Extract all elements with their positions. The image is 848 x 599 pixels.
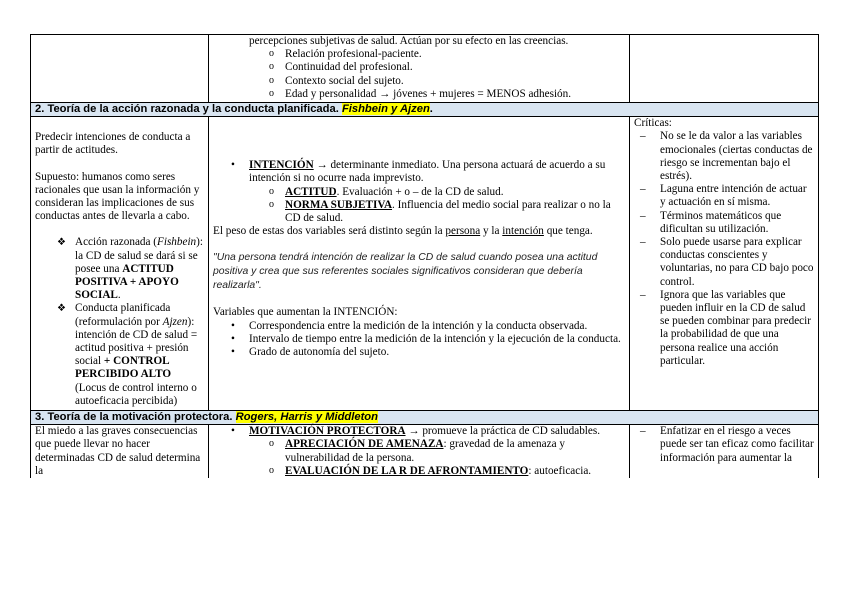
diamond-bullet-icon: ❖	[57, 303, 66, 315]
section2-left-cell	[31, 117, 209, 411]
list-item: o APRECIACIÓN DE AMENAZA: gravedad de la amenaza y vulnerabilidad de la persona.	[269, 438, 565, 464]
list-item: o Continuidad del profesional.	[269, 61, 413, 74]
circle-bullet-icon: o	[269, 438, 274, 450]
list-item: • Intervalo de tiempo entre la medición de la intención y la ejecución de la conducta.	[231, 332, 621, 345]
list-item: – Enfatizar en el riesgo a veces puede ser tan eficaz como facilitar información para aumentar la	[640, 425, 814, 464]
top-factor-list	[213, 48, 625, 101]
list-item: • MOTIVACIÓN PROTECTORA → promueve la práctica de CD saludables.	[231, 425, 601, 438]
dash-bullet-icon: –	[640, 130, 646, 143]
variables-list	[213, 320, 625, 360]
list-item: o EVALUACIÓN DE LA R DE AFRONTAMIENTO: autoeficacia.	[269, 464, 592, 477]
list-item: – Laguna entre intención de actuar y actuación en sí misma.	[640, 183, 807, 209]
bullet-icon: •	[231, 425, 235, 438]
dash-bullet-icon: –	[640, 288, 646, 301]
section-header	[31, 411, 819, 425]
intention-components	[213, 186, 625, 226]
variables-weight: El peso de estas dos variables será distinto según la persona y la intención que tenga.	[213, 225, 593, 238]
top-left-cell	[31, 35, 209, 103]
top-intro-line: percepciones subjetivas de salud. Actúan por su efecto en las creencias.	[249, 35, 569, 47]
circle-bullet-icon: o	[269, 185, 274, 197]
list-item: – Solo puede usarse para explicar conductas conscientes y voluntarias, no para CD bajo poco control.	[640, 236, 814, 288]
circle-bullet-icon: o	[269, 87, 274, 99]
list-item: – No se le da valor a las variables emocionales (ciertas conductas de riesgo se incrementan bajo el estrés).	[640, 130, 813, 183]
bullet-icon: •	[231, 159, 235, 172]
variables-title: Variables que aumentan la INTENCIÓN:	[213, 306, 398, 319]
section-header	[31, 103, 819, 117]
section3-middle-cell	[209, 425, 630, 478]
top-right-cell	[630, 35, 819, 103]
list-item: ❖ Conducta planificada (reformulación por Ajzen): intención de CD de salud = actitud positiva + presión social + CONTROL PERCIBIDO ALTO (Locus de control interno o autoeficacia percibida)	[57, 302, 198, 407]
bullet-icon: •	[231, 319, 235, 332]
dash-bullet-icon: –	[640, 183, 646, 196]
top-middle-cell	[209, 35, 630, 103]
circle-bullet-icon: o	[269, 48, 274, 60]
list-item: o Edad y personalidad → jóvenes + mujeres = MENOS adhesión.	[269, 87, 572, 100]
protective-motivation-list	[213, 425, 625, 438]
table-row	[31, 425, 819, 478]
section2-purpose: Predecir intenciones de conducta a partir de actitudes.	[35, 131, 191, 157]
list-item: o NORMA SUBJETIVA. Influencia del medio social para realizar o no la CD de salud.	[269, 198, 611, 225]
section2-right-cell	[630, 117, 819, 411]
dash-bullet-icon: –	[640, 236, 646, 249]
list-item: o ACTITUD. Evaluación + o – de la CD de salud.	[269, 185, 504, 198]
list-item: ❖ Acción razonada (Fishbein): la CD de salud se dará si se posee una ACTITUD POSITIVA + APOYO SOCIAL.	[57, 236, 203, 302]
intention-list	[213, 159, 625, 185]
theories-table	[30, 34, 819, 478]
circle-bullet-icon: o	[269, 198, 274, 210]
section2-middle-cell	[209, 117, 630, 411]
section3-left-cell	[31, 425, 209, 478]
criticisms-list	[634, 130, 814, 368]
list-item: • Correspondencia entre la medición de la intención y la conducta observada.	[231, 319, 588, 332]
circle-bullet-icon: o	[269, 74, 274, 86]
list-item: • INTENCIÓN → determinante inmediato. Una persona actuará de acuerdo a su intención si no ocurre nada imprevisto.	[231, 159, 606, 185]
table-row	[31, 35, 819, 103]
bullet-icon: •	[231, 346, 235, 359]
circle-bullet-icon: o	[269, 61, 274, 73]
protective-components	[213, 438, 625, 478]
section3-right-cell	[630, 425, 819, 478]
section3-criticisms	[634, 425, 814, 465]
list-item: – Ignora que las variables que pueden influir en la CD de salud se pueden combinar para predecir la probabilidad de que una persona realice una acción particular.	[640, 288, 811, 367]
list-item: • Grado de autonomía del sujeto.	[231, 346, 390, 359]
diamond-bullet-icon: ❖	[57, 237, 66, 249]
section3-title: 3. Teoría de la motivación protectora. Rogers, Harris y Middleton	[31, 411, 819, 425]
section3-authors: Rogers, Harris y Middleton	[235, 411, 378, 424]
dash-bullet-icon: –	[640, 209, 646, 222]
list-item: o Relación profesional-paciente.	[269, 48, 422, 61]
section3-description: El miedo a las graves consecuencias que puede llevar no hacer determinadas CD de salud determina la	[35, 425, 201, 477]
section2-authors: Fishbein y Ajzen	[341, 103, 430, 116]
section2-model-list	[35, 236, 204, 408]
circle-bullet-icon: o	[269, 464, 274, 476]
bullet-icon: •	[231, 332, 235, 345]
section2-title: 2. Teoría de la acción razonada y la conducta planificada. Fishbein y Ajzen.	[31, 103, 819, 117]
list-item: o Contexto social del sujeto.	[269, 74, 404, 87]
list-item: – Términos matemáticos que dificultan su utilización.	[640, 209, 782, 235]
section2-assumption: Supuesto: humanos como seres racionales que usan la información y consideran las implicaciones de sus conductas antes de llevarla a cabo.	[35, 170, 200, 223]
dash-bullet-icon: –	[640, 425, 646, 438]
table-row	[31, 117, 819, 411]
definition-quote: "Una persona tendrá intención de realizar la CD de salud cuando posea una actitud positiva y crea que sus referentes sociales significativos consideran que debería realizarla".	[213, 252, 598, 292]
criticisms-title: Críticas:	[634, 117, 672, 130]
